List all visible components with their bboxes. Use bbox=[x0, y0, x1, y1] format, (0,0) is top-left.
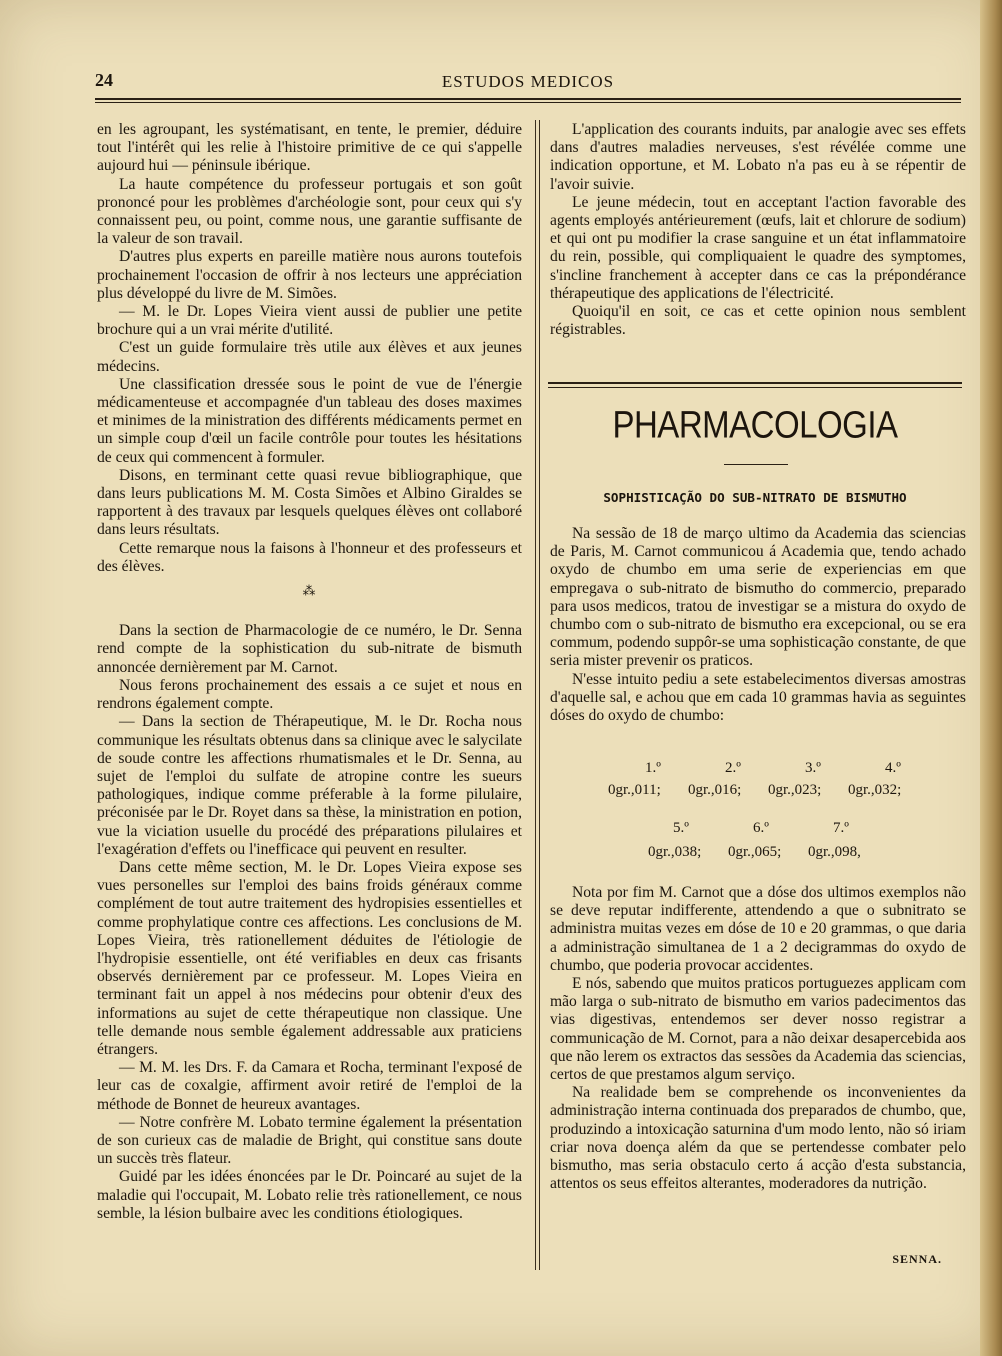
paragraph: Guidé par les idées énoncées par le Dr. Poincaré au sujet de la maladie qui l'occupait, M. Lobato relie très rationellement, ce nous semble, la lésion bulbaire avec les conditions étiologiques. bbox=[97, 1168, 522, 1222]
page-edge bbox=[980, 0, 1002, 1356]
samples-table bbox=[548, 760, 962, 870]
paragraph: Nous ferons prochainement des essais a ce sujet et nous en rendrons également compte. bbox=[97, 676, 522, 713]
article-title: SOPHISTICAÇÃO DO SUB-NITRATO DE BISMUTHO bbox=[603, 490, 907, 505]
paragraph: en les agroupant, les systématisant, en tente, le premier, déduire tout l'intérêt qui les relie à l'histoire primitive de ce qui s'appelle aujourd hui — péninsule ibérique. bbox=[97, 121, 522, 175]
page-header bbox=[95, 70, 961, 96]
paragraph: Le jeune médecin, tout en acceptant l'action favorable des agents employés antérieurement (œufs, lait et chlorure de sodium) et qui ont pu modifier la crase sanguine et un état inflammatoire du rein, possible, qui compliquaient le quadre des symptomes, s'incline franchement à accepter dans ce cas la prépondérance thérapeutique des applications de l'électricité. bbox=[550, 193, 966, 302]
sample-label: 7.º bbox=[833, 820, 849, 836]
sample-value: 0gr.,032; bbox=[848, 782, 902, 798]
article-body-continued bbox=[550, 884, 966, 1193]
author-signature: SENNA. bbox=[892, 1252, 942, 1266]
left-column bbox=[97, 121, 522, 1223]
header-rule-thin bbox=[95, 102, 961, 103]
sample-value: 0gr.,038; bbox=[648, 844, 702, 860]
paragraph: — Notre confrère M. Lobato termine également la présentation de son curieux cas de maladie de Bright, qui constitue sans doute un succès très flateur. bbox=[97, 1113, 522, 1168]
paragraph: — Dans la section de Thérapeutique, M. le Dr. Rocha nous communique les résultats obtenus dans sa clinique avec le salycilate de soude contre les affections rhumatismales et le Dr. Senna, au sujet de l'emploi du sulfate de atropine contre les sueurs pathologiques, indique comme préferable à la forme pilulaire, préconisée par le Dr. Royet dans sa thèse, la ministration en potion, vue la viciation usuelle du procédé des préparations pilulaires et l'exagération d'effets ou l'inefficace qui peuvent en resulter. bbox=[97, 713, 522, 858]
paragraph: D'autres plus experts en pareille matière nous aurons toutefois prochainement l'occasion de offrir à nos lecteurs une appréciation plus développé du livre de M. Simões. bbox=[97, 248, 522, 302]
section-separator bbox=[548, 382, 962, 384]
paragraph: Dans cette même section, M. le Dr. Lopes Vieira expose ses vues personelles sur l'emploi des bains froids généraux comme complément de tout autre traitement des hydropisies essentielles et comme prophylatique contre ces affections. Les conclusions de M. Lopes Vieira, très rationellement déduites de l'étiologie de l'hydropisie essentielle, ont été verifiables en deux cas frisants observés dernièrement par ce professeur. M. Lopes Vieira en terminant fait un appel à nos médecins pour obtenir d'eux des informations au sujet de cette thérapeutique non classique. Une telle demande nous semble également addressable aux praticiens étrangers. bbox=[97, 858, 522, 1058]
sample-label: 1.º bbox=[645, 760, 661, 776]
paragraph: Dans la section de Pharmacologie de ce numéro, le Dr. Senna rend compte de la sophistication du sub-nitrate de bismuth annoncée dernièrement par M. Carnot. bbox=[97, 622, 522, 676]
title-rule bbox=[724, 464, 788, 465]
column-divider bbox=[535, 120, 536, 1270]
header-rule bbox=[95, 98, 961, 100]
right-column-top bbox=[550, 121, 966, 339]
sample-value: 0gr.,016; bbox=[688, 782, 742, 798]
section-separator-thin bbox=[548, 387, 962, 388]
sample-value: 0gr.,011; bbox=[608, 782, 661, 798]
paragraph: L'application des courants induits, par analogie avec ses effets dans d'autres maladies nerveuses, s'est révélée comme une indication opportune, et M. Lobato n'a pas eu à se répentir de l'avoir suivie. bbox=[550, 121, 966, 193]
sample-label: 3.º bbox=[805, 760, 821, 776]
journal-title: ESTUDOS MEDICOS bbox=[441, 72, 615, 91]
sample-value: 0gr.,065; bbox=[728, 844, 782, 860]
sample-label: 4.º bbox=[885, 760, 901, 776]
page-number: 24 bbox=[95, 70, 113, 90]
paragraph: — M. M. les Drs. F. da Camara et Rocha, terminant l'exposé de leur cas de coxalgie, affirment avoir retiré de l'emploi de la méthode de Bonnet de heureux avantages. bbox=[97, 1059, 522, 1113]
paragraph: Cette remarque nous la faisons à l'honneur et des professeurs et des élèves. bbox=[97, 539, 522, 575]
paragraph: Disons, en terminant cette quasi revue bibliographique, que dans leurs publications M. M. Costa Simões et Albino Giraldes se rapportent à des travaux par lesquels quelques élèves ont collaboré dans leurs résultats. bbox=[97, 466, 522, 539]
paragraph: C'est un guide formulaire très utile aux élèves et aux jeunes médecins. bbox=[97, 339, 522, 375]
paragraph: Na realidade bem se comprehende os inconvenientes da administração interna continuada dos preparados de chumbo, que, produzindo a intoxicação saturnina d'um modo lento, não só iriam criar nova doença além da que se pertendesse combater pelo bismutho, mas seria obstaculo certo á acção d'esta substancia, attentos os seus effeitos alterantes, moderadores da nutrição. bbox=[550, 1084, 966, 1193]
paragraph: Une classification dressée sous le point de vue de l'énergie médicamenteuse et accompagnée d'un tableau des doses maximes et minimes de la ministration des différents médicaments permet en un simple coup d'œil un facile contrôle pour toutes les hésitations de ceux qui commencent à formuler. bbox=[97, 375, 522, 466]
paragraph: N'esse intuito pediu a sete estabelecimentos diversas amostras d'aquelle sal, e achou que em cada 10 grammas havia as seguintes dóses do oxydo de chumbo: bbox=[550, 670, 966, 725]
paragraph: E nós, sabendo que muitos praticos portuguezes applicam com mão larga o sub-nitrato de bismutho em varios padecimentos das vias digestivas, entendemos ser dever nosso registrar a communicação de M. Cornot, para a não deixar desapercebida aos que não lerem os extractos das sessões da Academia das sciencias, certos de que prestamos algum serviço. bbox=[550, 975, 966, 1084]
column-divider-second bbox=[539, 120, 540, 1270]
article-body bbox=[550, 525, 966, 725]
sample-value: 0gr.,023; bbox=[768, 782, 822, 798]
paragraph: Quoiqu'il en soit, ce cas et cette opinion nous semblent régistrables. bbox=[550, 303, 966, 339]
sample-label: 5.º bbox=[673, 820, 689, 836]
sample-label: 2.º bbox=[725, 760, 741, 776]
paragraph: — M. le Dr. Lopes Vieira vient aussi de publier une petite brochure qui a un vrai mérite d'utilité. bbox=[97, 303, 522, 339]
sample-value: 0gr.,098, bbox=[808, 844, 861, 860]
section-title: PHARMACOLOGIA bbox=[612, 403, 898, 446]
sample-label: 6.º bbox=[753, 820, 769, 836]
paragraph: Na sessão de 18 de março ultimo da Academia das sciencias de Paris, M. Carnot communicou á Academia que, tendo achado oxydo de chumbo em uma serie de experiencias em que empregava o sub-nitrato de bismutho do commercio, preparado para usos medicos, tratou de investigar se a mistura do oxydo de chumbo com o sub-nitrato de bismutho era excepcional, ou se era commum, podendo suppôr-se uma sophisticação constante, de que seria mister prevenir os praticos. bbox=[550, 525, 966, 670]
asterism-separator: ⁂ bbox=[302, 583, 317, 599]
paragraph: La haute compétence du professeur portugais et son goût prononcé pour les problèmes d'archéologie sont, pour ceux qui s'y connaissent peu, ou point, comme nous, une garantie suffisante de la valeur de son travail. bbox=[97, 175, 522, 248]
paragraph: Nota por fim M. Carnot que a dóse dos ultimos exemplos não se deve reputar indifferente, attendendo a que o subnitrato se administra muitas vezes em dóse de 10 e 20 grammas, o que daria a administração simultanea de 1 a 2 decigrammas do oxydo de chumbo, que poderia provocar accidentes. bbox=[550, 884, 966, 974]
